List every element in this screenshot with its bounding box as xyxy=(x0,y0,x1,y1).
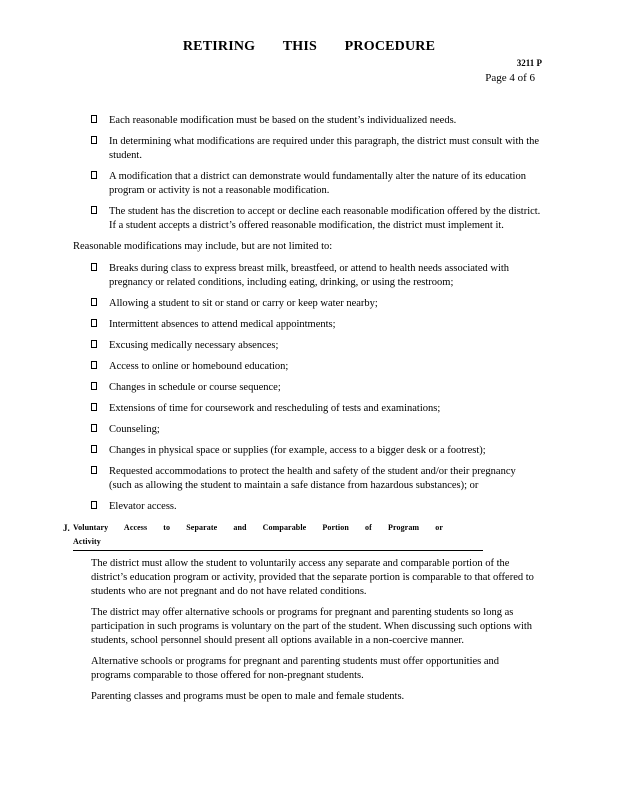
list-item: Allowing a student to sit or stand or carry or keep water nearby; xyxy=(91,297,541,311)
bullet-box-icon xyxy=(91,115,97,123)
list-item: In determining what modifications are required under this paragraph, the district must consult with the student. xyxy=(91,135,541,163)
list-item: Elevator access. xyxy=(91,500,541,514)
section-paragraph: The district must allow the student to voluntarily access any separate and comparable portion of the district’s education program or activity, provided that the separate portion is comparable to that offered to students who are not pregnant and do not have related conditions. xyxy=(91,558,534,597)
bullet-box-icon xyxy=(91,445,97,453)
bullet-box-icon xyxy=(91,263,97,271)
list-item: Counseling; xyxy=(91,423,541,437)
list-item: Requested accommodations to protect the health and safety of the student and/or their pregnancy (such as allowing the student to maintain a safe distance from hazardous substances); or xyxy=(91,465,541,493)
bullet-box-icon xyxy=(91,382,97,390)
bullet-box-icon xyxy=(91,361,97,369)
list-item: A modification that a district can demonstrate would fundamentally alter the nature of its education program or activity is not a reasonable modification. xyxy=(91,170,541,198)
bullet-box-icon xyxy=(91,298,97,306)
bullet-box-icon xyxy=(91,501,97,509)
page-number: Page 4 of 6 xyxy=(485,72,535,84)
bullet-box-icon xyxy=(91,424,97,432)
bullet-box-icon xyxy=(91,340,97,348)
document-number: 3211 P xyxy=(516,58,542,68)
list-item: Extensions of time for coursework and rescheduling of tests and examinations; xyxy=(91,402,541,416)
list-item: Access to online or homebound education; xyxy=(91,360,541,374)
page-title: RETIRING THIS PROCEDURE xyxy=(182,39,436,54)
section-heading xyxy=(63,521,541,551)
list-item: Excusing medically necessary absences; xyxy=(91,339,541,353)
bullet-box-icon xyxy=(91,171,97,179)
bullet-box-icon xyxy=(91,403,97,411)
section-heading-text: Voluntary Access to Separate and Comparable Portion of Program or Activity xyxy=(73,521,483,551)
section-paragraph: The district may offer alternative schools or programs for pregnant and parenting students so long as participation in such programs is voluntary on the part of the student. When discussing such options with students, school personnel should present all options available in a non-coercive manner. xyxy=(91,607,533,646)
section-paragraph: Parenting classes and programs must be open to male and female students. xyxy=(91,691,405,702)
bullet-box-icon xyxy=(91,136,97,144)
list-item: Intermittent absences to attend medical appointments; xyxy=(91,318,541,332)
document-body xyxy=(63,114,541,711)
section-letter: J. xyxy=(63,523,70,533)
list-item: Changes in physical space or supplies (for example, access to a bigger desk or a footrest); xyxy=(91,444,541,458)
bullet-box-icon xyxy=(91,206,97,214)
lead-paragraph: Reasonable modifications may include, but are not limited to: xyxy=(73,241,333,252)
section-paragraph: Alternative schools or programs for pregnant and parenting students must offer opportunities and programs comparable to those offered for non-pregnant students. xyxy=(91,656,500,681)
list-item: The student has the discretion to accept or decline each reasonable modification offered by the district. If a student accepts a district’s offered reasonable modification, the district must implement it. xyxy=(91,205,541,233)
bullet-box-icon xyxy=(91,319,97,327)
section-body xyxy=(91,557,541,704)
list-item: Breaks during class to express breast milk, breastfeed, or attend to health needs associated with pregnancy or related conditions, including eating, drinking, or using the restroom; xyxy=(91,262,541,290)
bullet-box-icon xyxy=(91,466,97,474)
list-item: Each reasonable modification must be based on the student’s individualized needs. xyxy=(91,114,541,128)
list-item: Changes in schedule or course sequence; xyxy=(91,381,541,395)
